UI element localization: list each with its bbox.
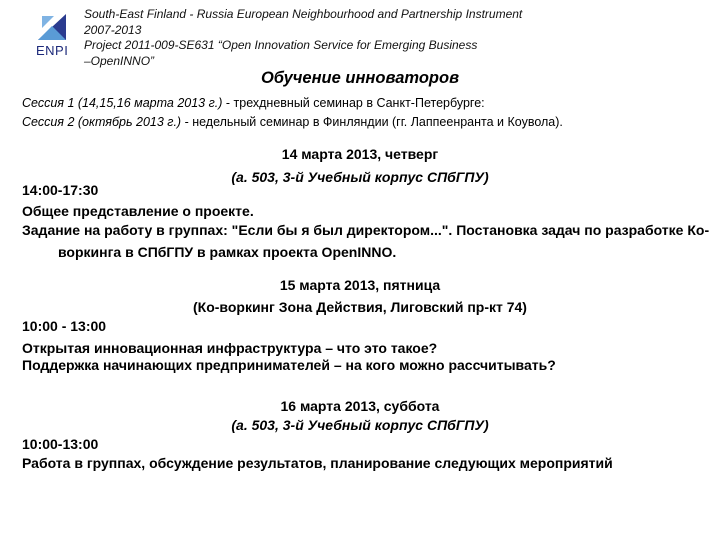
session-text: - трехдневный семинар в Санкт-Петербурге: — [222, 96, 485, 110]
day-time: 10:00 - 13:00 — [22, 318, 107, 334]
day-time: 14:00-17:30 — [22, 182, 99, 198]
agenda-item: Задание на работу в группах: "Если бы я был директором...". Постановка задач по разработке Ко-воркинга в СПбГПУ в рамках проекта OpenINNO. — [22, 222, 710, 260]
session-label: Сессия 1 (14,15,16 марта 2013 г.) — [22, 96, 223, 110]
page-title: Обучение инноваторов — [260, 69, 460, 87]
enpi-logo-icon — [36, 12, 68, 42]
day-time: 10:00-13:00 — [22, 436, 99, 452]
agenda-item: Общее представление о проекте. — [22, 203, 254, 219]
header-line: –OpenINNO” — [84, 53, 155, 68]
day-location: (а. 503, 3-й Учебный корпус СПбГПУ) — [231, 417, 489, 433]
agenda-item: Открытая инновационная инфраструктура – что это такое? — [22, 340, 438, 356]
header-line: Project 2011-009-SE631 “Open Innovation Service for Emerging Business — [84, 38, 478, 52]
day-location: (а. 503, 3-й Учебный корпус СПбГПУ) — [231, 169, 489, 185]
session-2 — [22, 115, 563, 129]
session-label: Сессия 2 (октябрь 2013 г.) — [22, 115, 182, 129]
session-text: - недельный семинар в Финляндии (гг. Лаппеенранта и Коувола). — [181, 115, 563, 129]
day-date: 15 марта 2013, пятница — [279, 277, 441, 293]
project-header — [84, 7, 584, 69]
day-date: 16 марта 2013, суббота — [280, 398, 440, 414]
day-date: 14 марта 2013, четверг — [281, 146, 439, 162]
enpi-logo — [34, 12, 74, 62]
header-line: 2007-2013 — [84, 22, 142, 37]
logo-text: ENPI — [36, 43, 69, 58]
agenda-item: Работа в группах, обсуждение результатов, планирование следующих мероприятий — [22, 455, 613, 471]
day-location: (Ко-воркинг Зона Действия, Лиговский пр-кт 74) — [193, 299, 527, 315]
session-1 — [22, 96, 485, 110]
header-line: South-East Finland - Russia European Neighbourhood and Partnership Instrument — [84, 7, 523, 21]
agenda-item: Поддержка начинающих предпринимателей – на кого можно рассчитывать? — [22, 357, 556, 373]
